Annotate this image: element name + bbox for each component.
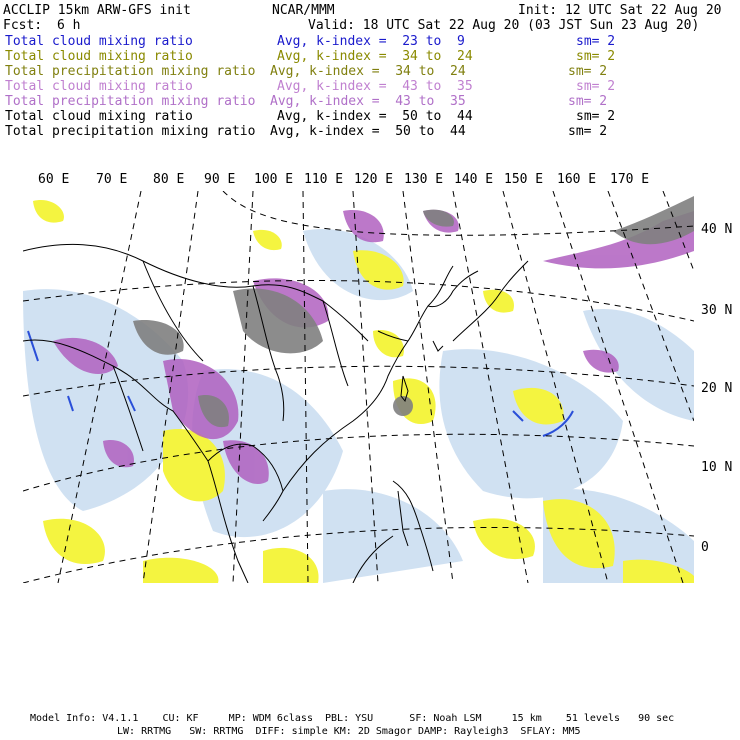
legend-field: Total precipitation mixing ratio <box>5 94 256 109</box>
legend-avg: Avg, k-index = 34 to 24 <box>277 49 473 64</box>
lon-label: 80 E <box>153 172 185 187</box>
forecast-hours: 6 h <box>57 18 81 33</box>
lon-label: 60 E <box>38 172 70 187</box>
legend-sm: sm= 2 <box>576 49 616 64</box>
legend-field: Total cloud mixing ratio <box>5 79 193 94</box>
lat-label: 40 N <box>701 222 733 237</box>
legend-sm: sm= 2 <box>568 94 608 109</box>
lat-label: 10 N <box>701 460 733 475</box>
model-title: ACCLIP 15km ARW-GFS init <box>3 3 191 18</box>
legend-avg: Avg, k-index = 43 to 35 <box>270 94 466 109</box>
legend-avg: Avg, k-index = 43 to 35 <box>277 79 473 94</box>
legend-sm: sm= 2 <box>576 34 616 49</box>
lat-label: 20 N <box>701 381 733 396</box>
lon-label: 110 E <box>304 172 344 187</box>
valid-time: Valid: 18 UTC Sat 22 Aug 20 (03 JST Sun 23 Aug 20) <box>308 18 700 33</box>
legend-field: Total cloud mixing ratio <box>5 49 193 64</box>
lon-label: 120 E <box>354 172 394 187</box>
legend-field: Total cloud mixing ratio <box>5 34 193 49</box>
legend-field: Total precipitation mixing ratio <box>5 64 256 79</box>
lon-label: 70 E <box>96 172 128 187</box>
legend-sm: sm= 2 <box>576 109 616 124</box>
legend-avg: Avg, k-index = 50 to 44 <box>270 124 466 139</box>
legend-sm: sm= 2 <box>568 124 608 139</box>
lon-label: 150 E <box>504 172 544 187</box>
model-info-line-1: Model Info: V4.1.1 CU: KF MP: WDM 6class PBL: YSU SF: Noah LSM 15 km 51 levels 90 sec <box>30 713 675 724</box>
legend-field: Total precipitation mixing ratio <box>5 124 256 139</box>
model-info-line-2: LW: RRTMG SW: RRTMG DIFF: simple KM: 2D Smagor DAMP: Rayleigh3 SFLAY: MM5 <box>117 726 581 737</box>
forecast-label: Fcst: <box>3 18 43 33</box>
legend-field: Total cloud mixing ratio <box>5 109 193 124</box>
lat-label: 30 N <box>701 303 733 318</box>
legend-sm: sm= 2 <box>568 64 608 79</box>
lon-label: 160 E <box>557 172 597 187</box>
lon-label: 140 E <box>454 172 494 187</box>
lon-label: 90 E <box>204 172 236 187</box>
lon-label: 100 E <box>254 172 294 187</box>
lon-label: 130 E <box>404 172 444 187</box>
forecast-map <box>23 191 694 583</box>
legend-avg: Avg, k-index = 34 to 24 <box>270 64 466 79</box>
legend-avg: Avg, k-index = 23 to 9 <box>277 34 465 49</box>
lon-label: 170 E <box>610 172 650 187</box>
legend-sm: sm= 2 <box>576 79 616 94</box>
legend-avg: Avg, k-index = 50 to 44 <box>277 109 473 124</box>
lat-label: 0 <box>701 540 709 555</box>
init-time: Init: 12 UTC Sat 22 Aug 20 <box>518 3 722 18</box>
center-label: NCAR/MMM <box>272 3 335 18</box>
